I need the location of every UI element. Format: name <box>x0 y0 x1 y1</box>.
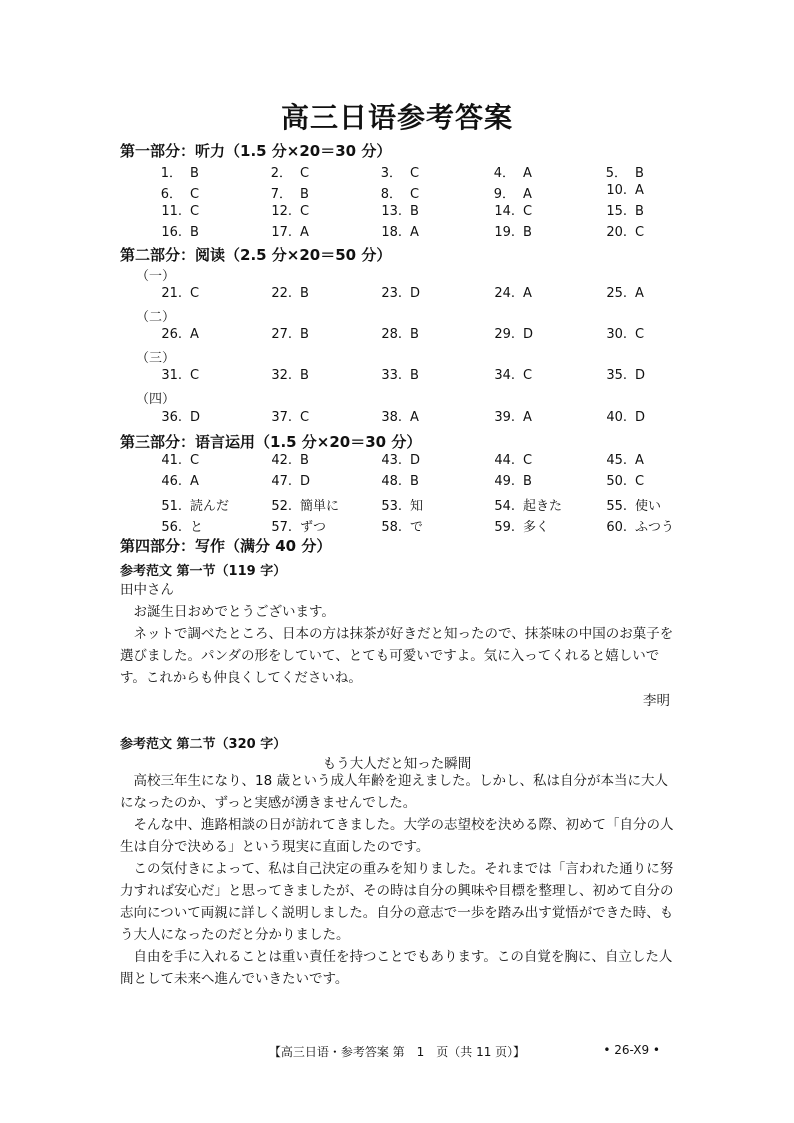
answer-number: 11. <box>161 204 182 219</box>
answer-item <box>150 225 199 240</box>
answer-item <box>370 204 419 219</box>
answer-value: A <box>635 286 644 301</box>
answer-number: 47. <box>271 474 292 489</box>
answer-number: 53. <box>381 499 402 514</box>
answer-value: C <box>523 204 533 219</box>
answer-value: 使い <box>635 499 662 514</box>
answer-number: 2． <box>270 166 292 181</box>
answer-item <box>483 204 532 219</box>
answer-value: B <box>410 327 419 342</box>
answer-value: C <box>190 368 200 383</box>
essay2-paragraph: そんな中、進路相談の日が訪れてきました。大学の志望校を決める際、初めて「自分の人生は自分で決める」という現実に直面したのです。 <box>120 817 674 855</box>
answer-value: D <box>190 410 201 425</box>
answer-number: 51. <box>161 499 182 514</box>
essay1-paragraph: ネットで調べたところ、日本の方は抹茶が好きだと知ったので、抹茶味の中国のお菓子を選びました。パンダの形をしていて、とても可愛いですよ。気に入ってくれると嬉しいです。これからも仲良くしてくださいね。 <box>120 626 674 686</box>
answer-item <box>150 183 199 202</box>
answer-number: 37. <box>271 410 292 425</box>
answer-item <box>370 225 419 240</box>
answer-number: 5． <box>605 166 627 181</box>
answer-row <box>150 183 710 203</box>
answer-value: D <box>300 474 311 489</box>
answer-value: D <box>523 327 534 342</box>
answer-number: 52. <box>271 499 292 514</box>
answer-number: 32. <box>271 368 292 383</box>
answer-number: 28. <box>381 327 402 342</box>
essay1-body <box>120 579 675 689</box>
answer-item <box>483 410 532 425</box>
answer-item <box>370 495 423 514</box>
footer-page-info: 【高三日语・参考答案 第 1 页（共 11 页）】 <box>268 1045 526 1059</box>
footer-code: • 26-X9 • <box>603 1043 660 1057</box>
answer-item <box>595 495 661 514</box>
essay1-salutation: 田中さん <box>120 582 174 598</box>
answer-number: 60. <box>606 520 627 535</box>
answer-value: B <box>300 187 309 202</box>
answer-number: 10. <box>606 183 627 198</box>
answer-value: D <box>410 453 421 468</box>
answer-value: C <box>410 187 420 202</box>
answer-number: 3． <box>380 166 402 181</box>
answer-item <box>595 183 644 198</box>
answer-item <box>370 183 419 202</box>
answer-row <box>150 474 710 494</box>
answer-number: 50. <box>606 474 627 489</box>
answer-item <box>483 474 532 489</box>
answer-value: と <box>190 520 204 535</box>
answer-item <box>150 495 229 514</box>
answer-item <box>260 516 326 535</box>
answer-value: B <box>410 474 419 489</box>
answer-number: 7． <box>270 187 292 202</box>
answer-item <box>150 474 199 489</box>
answer-number: 16. <box>161 225 182 240</box>
answer-value: C <box>300 166 310 181</box>
answer-row <box>150 286 710 306</box>
answer-number: 31. <box>161 368 182 383</box>
answer-item <box>260 368 309 383</box>
answer-item <box>370 474 419 489</box>
answer-number: 55. <box>606 499 627 514</box>
answer-row <box>150 453 710 473</box>
answer-value: 多く <box>523 520 550 535</box>
answer-item <box>150 204 199 219</box>
answer-item <box>595 453 644 468</box>
answer-number: 39. <box>494 410 515 425</box>
answer-number: 20. <box>606 225 627 240</box>
answer-number: 42. <box>271 453 292 468</box>
answer-value: B <box>300 368 309 383</box>
answer-item <box>260 183 309 202</box>
answer-row <box>150 327 710 347</box>
answer-number: 23. <box>381 286 402 301</box>
answer-value: C <box>190 286 200 301</box>
answer-value: ふつう <box>635 520 675 535</box>
answer-value: D <box>635 368 646 383</box>
answer-number: 22. <box>271 286 292 301</box>
answer-number: 1． <box>160 166 182 181</box>
answer-value: C <box>300 410 310 425</box>
answer-number: 33. <box>381 368 402 383</box>
answer-value: で <box>410 520 424 535</box>
answer-item <box>370 162 419 181</box>
answer-number: 24. <box>494 286 515 301</box>
answer-item <box>370 516 423 535</box>
answer-value: 起きた <box>523 499 563 514</box>
answer-item <box>595 516 674 535</box>
answer-number: 30. <box>606 327 627 342</box>
answer-value: B <box>635 204 644 219</box>
answer-item <box>150 516 203 535</box>
answer-value: C <box>523 453 533 468</box>
answer-number: 49. <box>494 474 515 489</box>
answer-item <box>260 474 310 489</box>
essay1-heading: 参考范文 第一节（119 字） <box>120 564 287 579</box>
answer-item <box>260 225 309 240</box>
answer-number: 57. <box>271 520 292 535</box>
answer-number: 17. <box>271 225 292 240</box>
answer-number: 34. <box>494 368 515 383</box>
answer-value: B <box>410 368 419 383</box>
answer-number: 9． <box>493 187 515 202</box>
answer-number: 26. <box>161 327 182 342</box>
answer-item <box>260 162 309 181</box>
answer-value: B <box>523 225 532 240</box>
answer-number: 4． <box>493 166 515 181</box>
answer-item <box>483 368 532 383</box>
answer-number: 44. <box>494 453 515 468</box>
essay2-paragraph: この気付きによって、私は自己決定の重みを知りました。それまでは「言われた通りに努力すれば安心だ」と思ってきましたが、その時は自分の興味や目標を整理し、初めて自分の志向について両親に詳しく説明しました。自分の意志で一歩を踏み出す覚悟ができた時、もう大人になったのだと分かりました。 <box>120 861 674 943</box>
answer-number: 48. <box>381 474 402 489</box>
answer-value: A <box>300 225 309 240</box>
answer-item <box>595 368 645 383</box>
answer-value: B <box>523 474 532 489</box>
answer-number: 58. <box>381 520 402 535</box>
answer-number: 38. <box>381 410 402 425</box>
answer-number: 43. <box>381 453 402 468</box>
reading-section-label: （一） <box>136 269 176 284</box>
reading-section-label: （三） <box>136 351 176 366</box>
answer-value: 知 <box>410 499 424 514</box>
answer-value: B <box>410 204 419 219</box>
essay1-paragraph: お誕生日おめでとうございます。 <box>133 604 335 620</box>
answer-item <box>260 204 309 219</box>
answer-item <box>483 495 562 514</box>
answer-value: A <box>410 225 419 240</box>
answer-value: D <box>635 410 646 425</box>
answer-item <box>483 162 532 181</box>
answer-number: 35. <box>606 368 627 383</box>
answer-number: 27. <box>271 327 292 342</box>
essay2-paragraph: 高校三年生になり、18 歳という成人年齢を迎えました。しかし、私は自分が本当に大人になったのか、ずっと実感が湧きませんでした。 <box>120 773 668 811</box>
answer-item <box>595 327 644 342</box>
page-title: 高三日语参考答案 <box>280 101 513 134</box>
answer-number: 25. <box>606 286 627 301</box>
answer-value: ずつ <box>300 520 327 535</box>
answer-item <box>150 368 199 383</box>
answer-item <box>595 474 644 489</box>
answer-item <box>150 453 199 468</box>
part1-heading: 第一部分：听力（1.5 分×20＝30 分） <box>120 142 392 160</box>
answer-item <box>370 410 419 425</box>
answer-row <box>150 495 710 515</box>
answer-item <box>150 162 199 181</box>
answer-value: B <box>300 453 309 468</box>
answer-value: C <box>523 368 533 383</box>
answer-item <box>260 327 309 342</box>
answer-number: 46. <box>161 474 182 489</box>
answer-number: 59. <box>494 520 515 535</box>
answer-value: C <box>635 474 645 489</box>
answer-item <box>150 410 200 425</box>
answer-item <box>595 204 644 219</box>
answer-item <box>595 286 644 301</box>
answer-item <box>483 286 532 301</box>
essay2-title: もう大人だと知った瞬間 <box>322 756 472 772</box>
answer-value: 簡単に <box>300 499 340 514</box>
answer-item <box>260 495 339 514</box>
answer-item <box>260 410 309 425</box>
answer-number: 15. <box>606 204 627 219</box>
answer-item <box>483 327 533 342</box>
part4-heading: 第四部分：写作（满分 40 分） <box>120 537 332 555</box>
answer-value: D <box>410 286 421 301</box>
answer-value: B <box>635 166 644 181</box>
answer-number: 41. <box>161 453 182 468</box>
answer-number: 6． <box>160 187 182 202</box>
answer-number: 45. <box>606 453 627 468</box>
answer-value: B <box>300 286 309 301</box>
essay2-paragraph: 自由を手に入れることは重い責任を持つことでもあります。この自覚を胸に、自立した人間として未来へ進んでいきたいです。 <box>120 949 673 987</box>
answer-row <box>150 368 710 388</box>
answer-item <box>483 183 532 202</box>
essay1-signature: 李明 <box>643 693 670 709</box>
answer-number: 29. <box>494 327 515 342</box>
answer-row <box>150 225 710 245</box>
essay2-body <box>120 770 675 990</box>
answer-item <box>595 225 644 240</box>
answer-item <box>483 453 532 468</box>
answer-value: C <box>410 166 420 181</box>
answer-item <box>370 286 420 301</box>
answer-value: A <box>190 327 199 342</box>
answer-value: B <box>190 225 199 240</box>
answer-item <box>595 162 644 181</box>
answer-item <box>370 453 420 468</box>
part3-heading: 第三部分：语言运用（1.5 分×20＝30 分） <box>120 433 422 451</box>
answer-number: 54. <box>494 499 515 514</box>
answer-value: A <box>635 453 644 468</box>
essay2-heading: 参考范文 第二节（320 字） <box>120 737 287 752</box>
reading-section-label: （二） <box>136 310 176 325</box>
answer-number: 19. <box>494 225 515 240</box>
answer-row <box>150 162 710 182</box>
answer-value: C <box>635 327 645 342</box>
answer-item <box>150 327 199 342</box>
part2-heading: 第二部分：阅读（2.5 分×20＝50 分） <box>120 246 392 264</box>
answer-row <box>150 204 710 224</box>
answer-item <box>595 410 645 425</box>
answer-item <box>150 286 199 301</box>
answer-number: 21. <box>161 286 182 301</box>
answer-number: 36. <box>161 410 182 425</box>
answer-item <box>483 225 532 240</box>
answer-value: 読んだ <box>190 499 230 514</box>
answer-number: 8． <box>380 187 402 202</box>
answer-value: C <box>190 204 200 219</box>
reading-section-label: （四） <box>136 392 176 407</box>
answer-item <box>370 327 419 342</box>
answer-item <box>370 368 419 383</box>
answer-number: 40. <box>606 410 627 425</box>
answer-number: 13. <box>381 204 402 219</box>
answer-number: 18. <box>381 225 402 240</box>
answer-value: A <box>523 286 532 301</box>
answer-row <box>150 410 710 430</box>
answer-item <box>260 286 309 301</box>
answer-number: 56. <box>161 520 182 535</box>
answer-value: C <box>190 453 200 468</box>
answer-value: A <box>523 410 532 425</box>
answer-item <box>260 453 309 468</box>
answer-value: A <box>523 187 532 202</box>
answer-number: 12. <box>271 204 292 219</box>
answer-value: B <box>300 327 309 342</box>
answer-value: A <box>635 183 644 198</box>
answer-number: 14. <box>494 204 515 219</box>
answer-row <box>150 516 710 536</box>
answer-value: A <box>190 474 199 489</box>
answer-value: C <box>635 225 645 240</box>
answer-value: A <box>410 410 419 425</box>
answer-value: C <box>300 204 310 219</box>
answer-item <box>483 516 549 535</box>
answer-value: C <box>190 187 200 202</box>
answer-value: A <box>523 166 532 181</box>
answer-value: B <box>190 166 199 181</box>
